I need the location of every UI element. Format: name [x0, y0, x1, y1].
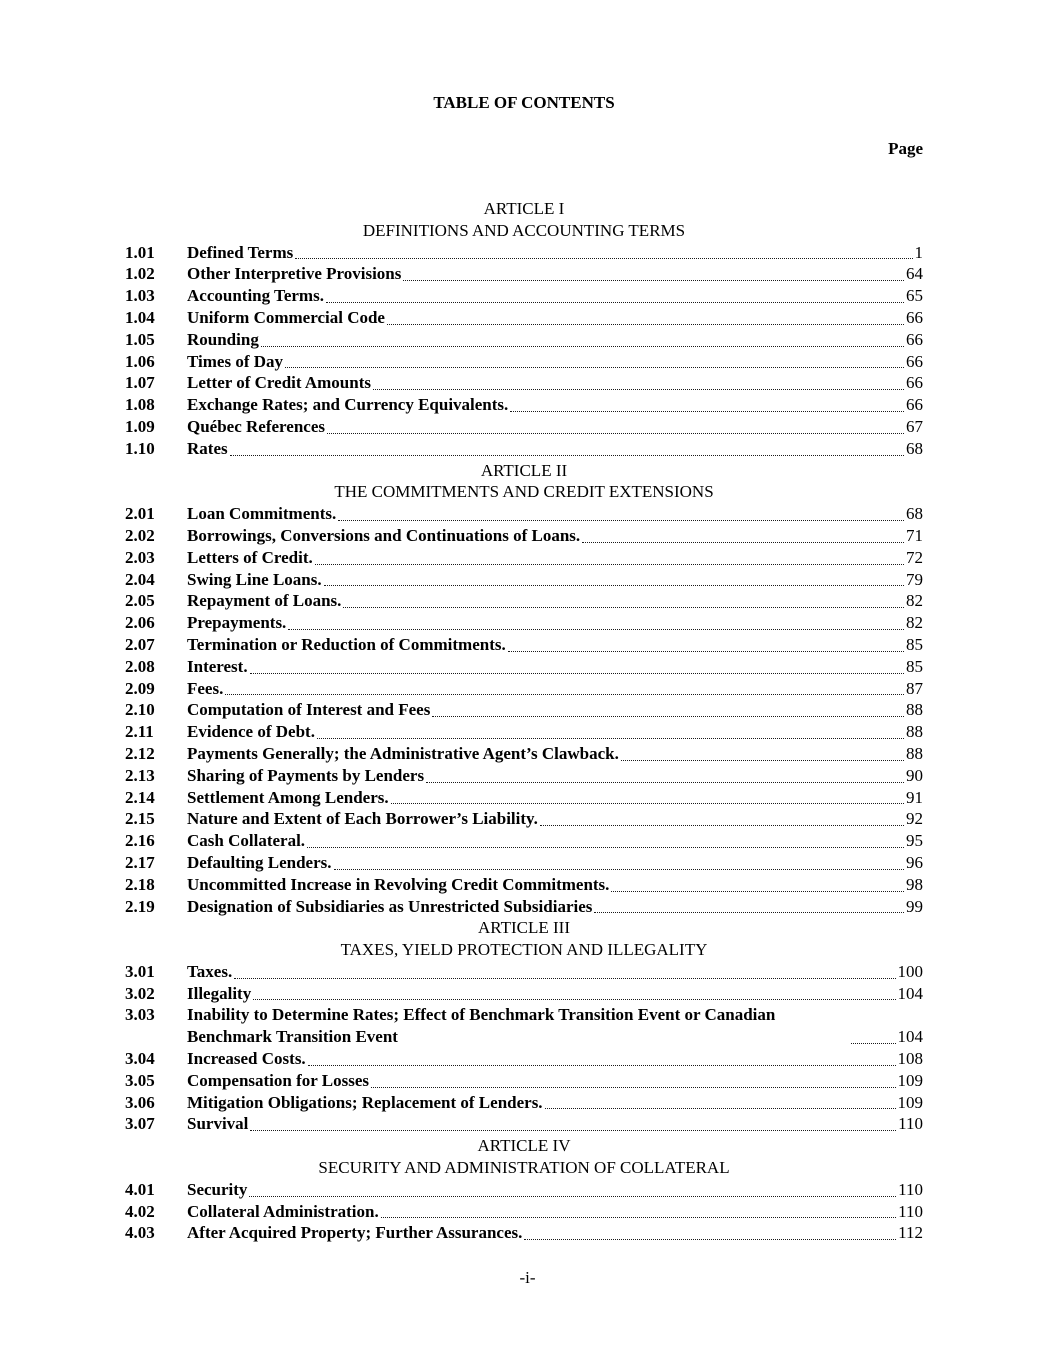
- toc-entry-title: Settlement Among Lenders.: [187, 787, 389, 807]
- toc-entry-title: Mitigation Obligations; Replacement of Lenders.: [187, 1092, 543, 1112]
- page-column-label: Page: [888, 139, 923, 158]
- toc-entry-page: 79: [906, 569, 923, 589]
- toc-entry-title: Compensation for Losses: [187, 1070, 369, 1090]
- toc-entry-page: 91: [906, 787, 923, 807]
- toc-entry: [125, 961, 923, 983]
- toc-entry-number: 2.17: [125, 852, 155, 872]
- toc-entry-page: 64: [906, 264, 923, 284]
- article-subheading: THE COMMITMENTS AND CREDIT EXTENSIONS: [334, 482, 714, 502]
- toc-entry: [125, 351, 923, 373]
- toc-entry-number: 2.05: [125, 591, 155, 611]
- article-section: [125, 917, 923, 1135]
- toc-entry: [125, 372, 923, 394]
- dotted-leader: [426, 782, 904, 783]
- toc-entry-title: Uniform Commercial Code: [187, 307, 385, 327]
- toc-entry-page: 66: [906, 373, 923, 393]
- toc-entry-page: 95: [906, 831, 923, 851]
- dotted-leader: [594, 912, 904, 913]
- dotted-leader: [307, 847, 904, 848]
- toc-entry-page: 67: [906, 416, 923, 436]
- toc-entry-page: 71: [906, 525, 923, 545]
- toc-entry-page: 109: [897, 1092, 923, 1112]
- toc-entry-title: Survival: [187, 1114, 249, 1134]
- dotted-leader: [230, 455, 904, 456]
- toc-entry: [125, 263, 923, 285]
- toc-entry-title: Security: [187, 1179, 248, 1199]
- dotted-leader: [582, 542, 904, 543]
- toc-entry-number: 3.06: [125, 1092, 155, 1112]
- dotted-leader: [295, 258, 912, 259]
- toc-entry: [125, 1222, 923, 1244]
- toc-entry-page: 88: [906, 722, 923, 742]
- dotted-leader: [225, 694, 904, 695]
- toc-entry-title: Defined Terms: [187, 242, 294, 262]
- toc-entry-title: Prepayments.: [187, 613, 287, 633]
- toc-entry-page: 88: [906, 743, 923, 763]
- toc-entry-number: 1.06: [125, 351, 155, 371]
- toc-entry: [125, 1092, 923, 1114]
- toc-entry-number: 3.04: [125, 1049, 155, 1069]
- toc-entry-page: 82: [906, 613, 923, 633]
- toc-entry-title: Increased Costs.: [187, 1049, 306, 1069]
- article-heading: ARTICLE I: [483, 199, 565, 218]
- toc-entry-number: 2.10: [125, 700, 155, 720]
- toc-entry-number: 2.15: [125, 809, 155, 829]
- toc-entry-page: 87: [906, 678, 923, 698]
- toc-entry-page: 85: [906, 656, 923, 676]
- toc-entry-title: Other Interpretive Provisions: [187, 264, 402, 284]
- toc-entry-number: 4.01: [125, 1179, 155, 1199]
- toc-entry-number: 2.14: [125, 787, 155, 807]
- toc-entry-number: 1.05: [125, 329, 155, 349]
- dotted-leader: [338, 520, 904, 521]
- toc-entry: [125, 547, 923, 569]
- toc-entry: [125, 852, 923, 874]
- toc-entry-title: Letter of Credit Amounts: [187, 373, 371, 393]
- article-entries: [125, 1179, 923, 1244]
- toc-entry: [125, 590, 923, 612]
- toc-entry-title: Loan Commitments.: [187, 504, 337, 524]
- toc-entry-title: Swing Line Loans.: [187, 569, 322, 589]
- toc-entry: [125, 874, 923, 896]
- toc-entry-page: 82: [906, 591, 923, 611]
- dotted-leader: [253, 999, 895, 1000]
- toc-entry-title: Termination or Reduction of Commitments.: [187, 634, 506, 654]
- dotted-leader: [611, 891, 904, 892]
- article-section: [125, 460, 923, 918]
- dotted-leader: [334, 869, 905, 870]
- dotted-leader: [324, 585, 904, 586]
- article-subheading: TAXES, YIELD PROTECTION AND ILLEGALITY: [340, 940, 708, 960]
- toc-entry-page: 66: [906, 395, 923, 415]
- toc-entry-page: 109: [897, 1070, 923, 1090]
- toc-entry-number: 2.06: [125, 613, 155, 633]
- toc-entry-title: Designation of Subsidiaries as Unrestricted Subsidiaries: [187, 896, 593, 916]
- toc-entry-title: Québec References: [187, 416, 325, 436]
- toc-entry-title: Letters of Credit.: [187, 547, 313, 567]
- toc-entry: [125, 721, 923, 743]
- toc-entry: [125, 242, 923, 264]
- toc-entry-title: Inability to Determine Rates; Effect of Benchmark Transition Event or Canadian Benchmark Transition Event: [187, 1005, 776, 1047]
- toc-entry-number: 1.07: [125, 373, 155, 393]
- dotted-leader: [326, 302, 904, 303]
- toc-entry-page: 110: [898, 1179, 923, 1199]
- dotted-leader: [250, 1130, 896, 1131]
- dotted-leader: [508, 651, 904, 652]
- toc-entry-number: 1.10: [125, 438, 155, 458]
- toc-entry-page: 68: [906, 438, 923, 458]
- toc-entry-number: 2.02: [125, 525, 155, 545]
- toc-entry-page: 88: [906, 700, 923, 720]
- dotted-leader: [343, 607, 904, 608]
- toc-entry-number: 3.05: [125, 1070, 155, 1090]
- toc-entry-title: Fees.: [187, 678, 224, 698]
- toc-entry-title: Defaulting Lenders.: [187, 852, 332, 872]
- toc-entry: [125, 1179, 923, 1201]
- dotted-leader: [387, 324, 904, 325]
- toc-entry-title: Taxes.: [187, 961, 233, 981]
- dotted-leader: [391, 803, 904, 804]
- toc-entry: [125, 1201, 923, 1223]
- toc-entry: [125, 634, 923, 656]
- toc-entry: [125, 1048, 923, 1070]
- dotted-leader: [524, 1239, 896, 1240]
- page-title: TABLE OF CONTENTS: [433, 93, 615, 112]
- toc-entry-title: Illegality: [187, 983, 252, 1003]
- dotted-leader: [308, 1065, 896, 1066]
- toc-entry-page: 66: [906, 307, 923, 327]
- toc-entry-number: 2.09: [125, 678, 155, 698]
- toc-entry-number: 4.02: [125, 1201, 155, 1221]
- toc-entry-title: Interest.: [187, 656, 248, 676]
- toc-entry-title: Borrowings, Conversions and Continuations of Loans.: [187, 525, 581, 545]
- toc-entry-title: Exchange Rates; and Currency Equivalents.: [187, 395, 509, 415]
- toc-entry-number: 2.16: [125, 831, 155, 851]
- article-subheading: SECURITY AND ADMINISTRATION OF COLLATERAL: [318, 1158, 730, 1178]
- toc-entry: [125, 1070, 923, 1092]
- toc-entry: [125, 678, 923, 700]
- toc-entry-page: 110: [898, 1114, 923, 1134]
- dotted-leader: [327, 433, 904, 434]
- toc-entry-number: 1.02: [125, 264, 155, 284]
- toc-entry-page: 100: [897, 961, 923, 981]
- toc-entry-number: 2.03: [125, 547, 155, 567]
- toc-body: [125, 198, 923, 1244]
- toc-entry-title: After Acquired Property; Further Assurances.: [187, 1223, 523, 1243]
- toc-entry: [125, 808, 923, 830]
- article-entries: [125, 961, 923, 1135]
- dotted-leader: [315, 564, 904, 565]
- toc-entry-page: 110: [898, 1201, 923, 1221]
- toc-entry-page: 99: [906, 896, 923, 916]
- dotted-leader: [285, 367, 904, 368]
- toc-entry-page: 98: [906, 874, 923, 894]
- dotted-leader: [373, 389, 904, 390]
- dotted-leader: [249, 1196, 896, 1197]
- dotted-leader: [234, 978, 895, 979]
- toc-entry: [125, 525, 923, 547]
- toc-entry: [125, 394, 923, 416]
- toc-entry-page: 104: [897, 1027, 923, 1047]
- toc-entry: [125, 329, 923, 351]
- toc-entry-number: 2.04: [125, 569, 155, 589]
- toc-entry-page: 90: [906, 765, 923, 785]
- dotted-leader: [545, 1108, 896, 1109]
- article-entries: [125, 503, 923, 917]
- dotted-leader: [381, 1217, 896, 1218]
- toc-entry-number: 1.01: [125, 242, 155, 262]
- toc-entry: [125, 438, 923, 460]
- toc-entry: [125, 787, 923, 809]
- toc-entry-page: 104: [897, 983, 923, 1003]
- toc-entry-number: 3.01: [125, 961, 155, 981]
- dotted-leader: [510, 411, 904, 412]
- toc-entry-page: 108: [897, 1049, 923, 1069]
- toc-entry-title: Repayment of Loans.: [187, 591, 342, 611]
- dotted-leader: [250, 673, 904, 674]
- dotted-leader: [261, 346, 904, 347]
- toc-entry: [125, 656, 923, 678]
- toc-entry-number: 2.01: [125, 504, 155, 524]
- article-section: [125, 1135, 923, 1244]
- toc-entry-page: 65: [906, 286, 923, 306]
- toc-entry-title: Collateral Administration.: [187, 1201, 379, 1221]
- toc-entry-page: 72: [906, 547, 923, 567]
- toc-entry: [125, 896, 923, 918]
- toc-entry-number: 1.04: [125, 307, 155, 327]
- dotted-leader: [432, 716, 904, 717]
- toc-entry-number: 2.12: [125, 743, 155, 763]
- toc-entry-title: Rounding: [187, 329, 259, 349]
- toc-entry-number: 2.13: [125, 765, 155, 785]
- dotted-leader: [371, 1087, 896, 1088]
- toc-entry-page: 66: [906, 351, 923, 371]
- article-entries: [125, 242, 923, 460]
- toc-entry: [125, 1004, 923, 1048]
- dotted-leader: [621, 760, 904, 761]
- toc-entry-page: 66: [906, 329, 923, 349]
- toc-entry-title: Accounting Terms.: [187, 286, 324, 306]
- toc-entry-page: 1: [914, 242, 923, 262]
- toc-entry: [125, 830, 923, 852]
- toc-entry-title: Nature and Extent of Each Borrower’s Liability.: [187, 809, 538, 829]
- page-footer: -i-: [519, 1268, 536, 1287]
- toc-entry-title: Rates: [187, 438, 228, 458]
- toc-entry: [125, 416, 923, 438]
- toc-entry-number: 4.03: [125, 1223, 155, 1243]
- article-heading: ARTICLE III: [478, 918, 570, 938]
- toc-entry-title: Payments Generally; the Administrative Agent’s Clawback.: [187, 743, 619, 763]
- article-heading: ARTICLE II: [480, 460, 568, 480]
- toc-entry: [125, 1113, 923, 1135]
- toc-entry-number: 3.07: [125, 1114, 155, 1134]
- toc-entry-title: Cash Collateral.: [187, 831, 306, 851]
- toc-entry-page: 92: [906, 809, 923, 829]
- toc-entry-page: 68: [906, 504, 923, 524]
- article-section: [125, 198, 923, 460]
- toc-entry-title: Uncommitted Increase in Revolving Credit Commitments.: [187, 874, 610, 894]
- toc-entry-number: 2.08: [125, 656, 155, 676]
- toc-entry-page: 112: [898, 1223, 923, 1243]
- toc-entry: [125, 983, 923, 1005]
- toc-entry: [125, 569, 923, 591]
- toc-entry: [125, 285, 923, 307]
- toc-entry: [125, 765, 923, 787]
- toc-entry-number: 2.07: [125, 634, 155, 654]
- toc-entry-title: Evidence of Debt.: [187, 722, 315, 742]
- toc-entry: [125, 699, 923, 721]
- dotted-leader: [851, 1043, 896, 1044]
- toc-entry: [125, 307, 923, 329]
- toc-entry-number: 2.19: [125, 896, 155, 916]
- toc-entry-number: 1.08: [125, 395, 155, 415]
- toc-entry-title: Computation of Interest and Fees: [187, 700, 431, 720]
- dotted-leader: [317, 738, 904, 739]
- toc-entry-number: 2.11: [125, 722, 154, 742]
- toc-entry-number: 3.02: [125, 983, 155, 1003]
- toc-entry-page: 96: [906, 852, 923, 872]
- article-subheading: DEFINITIONS AND ACCOUNTING TERMS: [362, 220, 686, 240]
- article-heading: ARTICLE IV: [477, 1136, 571, 1156]
- toc-entry-page: 85: [906, 634, 923, 654]
- toc-entry: [125, 503, 923, 525]
- toc-entry-title: Sharing of Payments by Lenders: [187, 765, 425, 785]
- toc-entry-number: 2.18: [125, 874, 155, 894]
- toc-entry: [125, 612, 923, 634]
- toc-entry-number: 3.03: [125, 1005, 155, 1025]
- toc-entry-number: 1.03: [125, 286, 155, 306]
- toc-entry-title: Times of Day: [187, 351, 284, 371]
- dotted-leader: [288, 629, 904, 630]
- dotted-leader: [540, 825, 904, 826]
- toc-entry: [125, 743, 923, 765]
- dotted-leader: [403, 280, 904, 281]
- toc-entry-number: 1.09: [125, 416, 155, 436]
